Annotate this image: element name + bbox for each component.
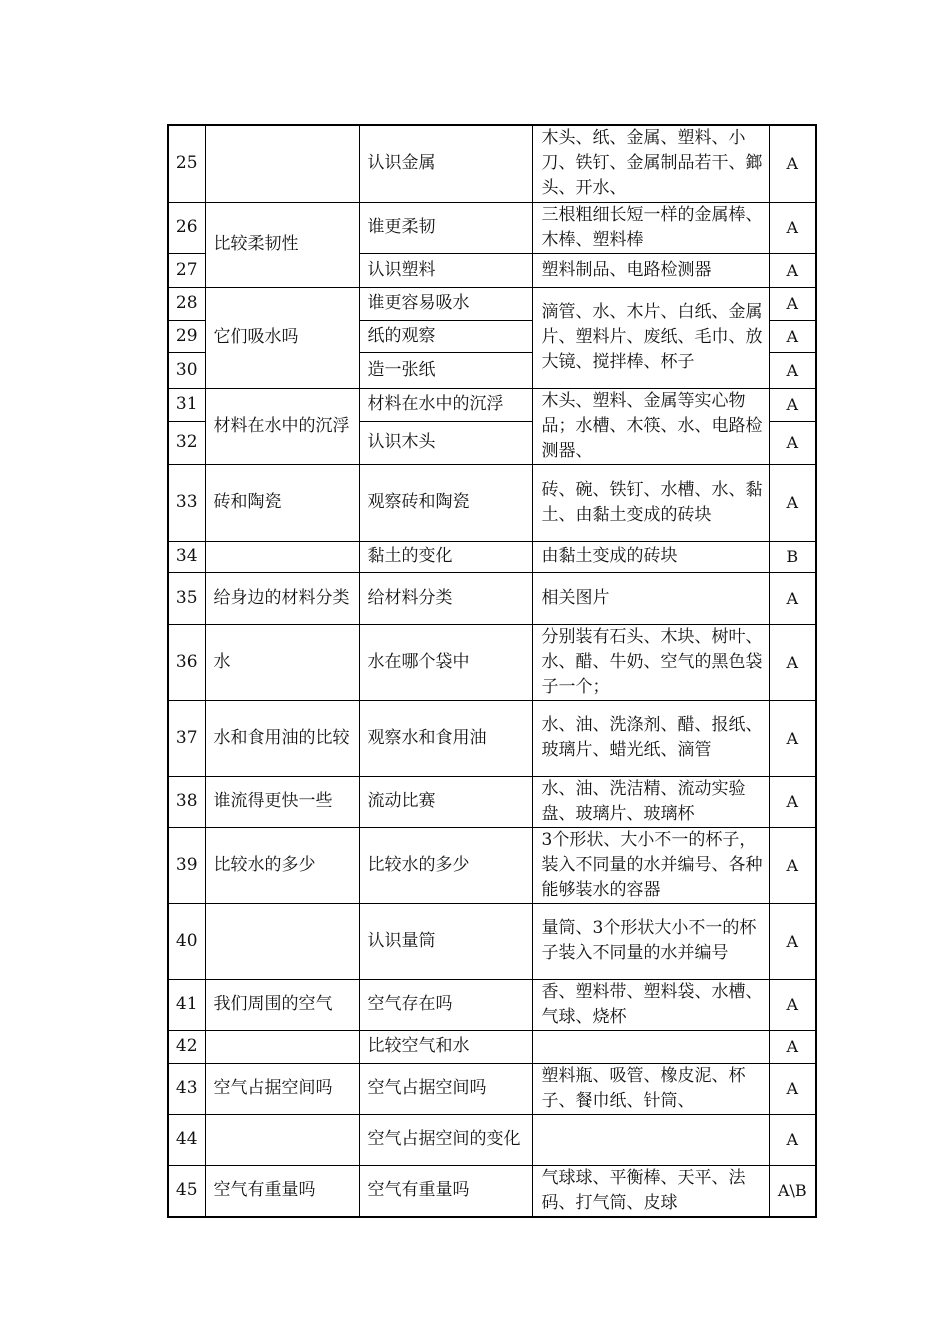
grade-cell: A [769,464,816,541]
topic-cell: 水 [205,624,359,700]
grade-cell: A [769,253,816,287]
grade-cell: A [769,979,816,1030]
table-row [168,979,816,1030]
materials-cell: 由黏土变成的砖块 [532,541,769,572]
grade-cell: A [769,287,816,320]
topic-cell [205,541,359,572]
lesson-number: 28 [168,287,205,320]
materials-cell: 香、塑料带、塑料袋、水槽、气球、烧杯 [532,979,769,1030]
table-row [168,287,816,320]
lesson-number: 26 [168,202,205,253]
activity-cell: 材料在水中的沉浮 [359,388,532,421]
table-row [168,903,816,979]
lesson-number: 45 [168,1165,205,1217]
materials-cell: 气球球、平衡棒、天平、法码、打气筒、皮球 [532,1165,769,1217]
topic-cell: 它们吸水吗 [205,287,359,388]
grade-cell: A [769,700,816,776]
activity-cell: 流动比赛 [359,776,532,827]
grade-cell: A [769,1063,816,1114]
topic-cell: 空气占据空间吗 [205,1063,359,1114]
activity-cell: 空气占据空间的变化 [359,1114,532,1165]
grade-cell: B [769,541,816,572]
activity-cell: 纸的观察 [359,320,532,352]
lesson-number: 32 [168,421,205,464]
topic-cell: 谁流得更快一些 [205,776,359,827]
table-row [168,572,816,624]
table-row [168,541,816,572]
materials-cell: 量筒、3个形状大小不一的杯子装入不同量的水并编号 [532,903,769,979]
lesson-number: 39 [168,827,205,903]
grade-cell: A [769,827,816,903]
topic-cell: 水和食用油的比较 [205,700,359,776]
lesson-number: 43 [168,1063,205,1114]
table-row [168,624,816,700]
grade-cell: A [769,421,816,464]
lesson-number: 36 [168,624,205,700]
activity-cell: 造一张纸 [359,352,532,388]
activity-cell: 谁更容易吸水 [359,287,532,320]
grade-cell: A [769,903,816,979]
materials-cell: 3个形状、大小不一的杯子，装入不同量的水并编号、各种能够装水的容器 [532,827,769,903]
lesson-number: 29 [168,320,205,352]
grade-cell: A [769,202,816,253]
topic-cell [205,1114,359,1165]
activity-cell: 空气存在吗 [359,979,532,1030]
activity-cell: 黏土的变化 [359,541,532,572]
materials-cell: 木头、塑料、金属等实心物品；水槽、木筷、水、电路检测器、 [532,388,769,464]
grade-cell: A [769,352,816,388]
activity-cell: 认识量筒 [359,903,532,979]
topic-cell [205,1030,359,1063]
materials-cell: 水、油、洗洁精、流动实验盘、玻璃片、玻璃杯 [532,776,769,827]
table-row [168,1114,816,1165]
activity-cell: 比较水的多少 [359,827,532,903]
activity-cell: 认识金属 [359,125,532,202]
lesson-number: 40 [168,903,205,979]
grade-cell: A [769,1030,816,1063]
lesson-number: 44 [168,1114,205,1165]
table-row [168,776,816,827]
topic-cell [205,125,359,202]
materials-cell: 滴管、水、木片、白纸、金属片、塑料片、废纸、毛巾、放大镜、搅拌棒、杯子 [532,287,769,388]
materials-cell: 相关图片 [532,572,769,624]
grade-cell: A [769,388,816,421]
topic-cell: 空气有重量吗 [205,1165,359,1217]
materials-cell: 水、油、洗涤剂、醋、报纸、玻璃片、蜡光纸、滴管 [532,700,769,776]
table-row [168,1030,816,1063]
materials-cell: 砖、碗、铁钉、水槽、水、黏土、由黏土变成的砖块 [532,464,769,541]
activity-cell: 水在哪个袋中 [359,624,532,700]
activity-cell: 空气占据空间吗 [359,1063,532,1114]
activity-cell: 谁更柔韧 [359,202,532,253]
grade-cell: A [769,572,816,624]
grade-cell: A [769,1114,816,1165]
materials-cell: 塑料瓶、吸管、橡皮泥、杯子、餐巾纸、针筒、 [532,1063,769,1114]
topic-cell: 比较水的多少 [205,827,359,903]
equipment-table [167,124,817,1218]
lesson-number: 37 [168,700,205,776]
grade-cell: A [769,320,816,352]
topic-cell: 我们周围的空气 [205,979,359,1030]
table-row [168,1165,816,1217]
table-row [168,125,816,202]
table-row [168,827,816,903]
lesson-number: 33 [168,464,205,541]
topic-cell [205,903,359,979]
lesson-number: 27 [168,253,205,287]
materials-cell [532,1114,769,1165]
materials-cell: 三根粗细长短一样的金属棒、木棒、塑料棒 [532,202,769,253]
table-row [168,464,816,541]
materials-cell: 木头、纸、金属、塑料、小刀、铁钉、金属制品若干、鎯头、开水、 [532,125,769,202]
activity-cell: 观察砖和陶瓷 [359,464,532,541]
lesson-number: 35 [168,572,205,624]
activity-cell: 比较空气和水 [359,1030,532,1063]
materials-cell [532,1030,769,1063]
grade-cell: A [769,125,816,202]
activity-cell: 给材料分类 [359,572,532,624]
topic-cell: 给身边的材料分类 [205,572,359,624]
materials-cell: 分别装有石头、木块、树叶、水、醋、牛奶、空气的黑色袋子一个； [532,624,769,700]
grade-cell: A [769,776,816,827]
lesson-number: 38 [168,776,205,827]
lesson-number: 31 [168,388,205,421]
lesson-number: 42 [168,1030,205,1063]
topic-cell: 比较柔韧性 [205,202,359,287]
table-row [168,700,816,776]
activity-cell: 认识木头 [359,421,532,464]
lesson-number: 41 [168,979,205,1030]
activity-cell: 观察水和食用油 [359,700,532,776]
table-row [168,202,816,253]
activity-cell: 认识塑料 [359,253,532,287]
table-row [168,388,816,421]
grade-cell: A\B [769,1165,816,1217]
lesson-number: 34 [168,541,205,572]
table-row [168,1063,816,1114]
activity-cell: 空气有重量吗 [359,1165,532,1217]
lesson-number: 25 [168,125,205,202]
topic-cell: 砖和陶瓷 [205,464,359,541]
lesson-number: 30 [168,352,205,388]
materials-cell: 塑料制品、电路检测器 [532,253,769,287]
topic-cell: 材料在水中的沉浮 [205,388,359,464]
grade-cell: A [769,624,816,700]
